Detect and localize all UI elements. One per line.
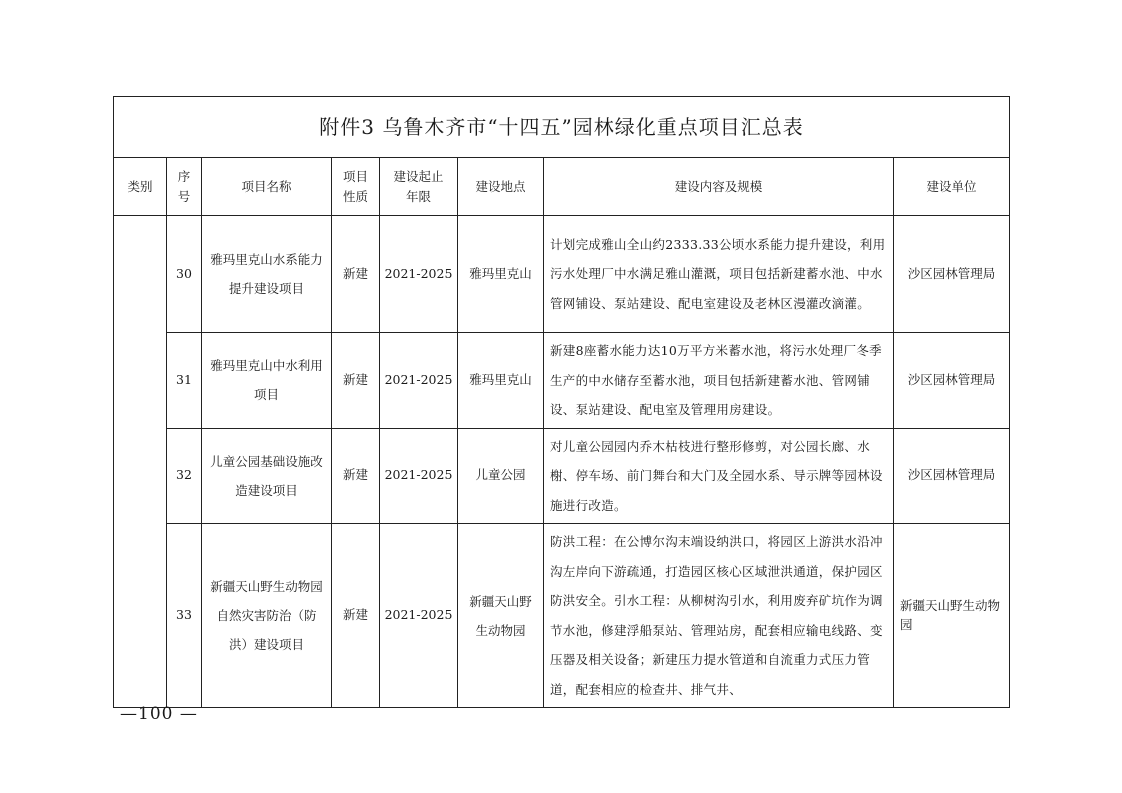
header-category: 类别	[114, 158, 167, 216]
name-cell: 儿童公园基础设施改造建设项目	[202, 428, 332, 524]
name-cell: 新疆天山野生动物园自然灾害防治（防洪）建设项目	[202, 524, 332, 708]
table-row	[114, 524, 1010, 708]
header-location: 建设地点	[458, 158, 544, 216]
location-cell: 雅玛里克山	[458, 216, 544, 333]
header-nature-text: 项目性质	[343, 168, 369, 204]
header-name: 项目名称	[202, 158, 332, 216]
category-cell	[114, 216, 167, 708]
seq-cell: 32	[167, 428, 202, 524]
period-cell: 2021-2025	[380, 524, 458, 708]
content-cell: 计划完成雅山全山约2333.33公顷水系能力提升建设，利用污水处理厂中水满足雅山灌溉，项目包括新建蓄水池、中水管网铺设、泵站建设、配电室建设及老林区漫灌改滴灌。	[544, 216, 894, 333]
table-row	[114, 333, 1010, 429]
header-period-text: 建设起止年限	[393, 168, 444, 204]
content-cell: 对儿童公园园内乔木枯枝进行整形修剪，对公园长廊、水榭、停车场、前门舞台和大门及全园水系、导示牌等园林设施进行改造。	[544, 428, 894, 524]
header-nature	[332, 158, 380, 216]
unit-cell: 沙区园林管理局	[894, 428, 1010, 524]
seq-cell: 33	[167, 524, 202, 708]
header-row	[114, 158, 1010, 216]
table-row	[114, 428, 1010, 524]
header-unit: 建设单位	[894, 158, 1010, 216]
name-cell: 雅玛里克山水系能力提升建设项目	[202, 216, 332, 333]
unit-cell: 新疆天山野生动物园	[894, 524, 1010, 708]
content-cell: 防洪工程：在公博尔沟末端设纳洪口，将园区上游洪水沿冲沟左岸向下游疏通，打造园区核心区域泄洪通道，保护园区防洪安全。引水工程：从柳树沟引水，利用废弃矿坑作为调节水池，修建浮船泵站、管理站房，配套相应输电线路、变压器及相关设备；新建压力提水管道和自流重力式压力管道，配套相应的检查井、排气井、	[544, 524, 894, 708]
nature-cell: 新建	[332, 333, 380, 429]
period-cell: 2021-2025	[380, 216, 458, 333]
period-cell: 2021-2025	[380, 428, 458, 524]
seq-cell: 30	[167, 216, 202, 333]
content-cell: 新建8座蓄水能力达10万平方米蓄水池，将污水处理厂冬季生产的中水储存至蓄水池，项目包括新建蓄水池、管网铺设、泵站建设、配电室及管理用房建设。	[544, 333, 894, 429]
header-content: 建设内容及规模	[544, 158, 894, 216]
page-number: —100 —	[120, 704, 198, 724]
header-seq-text: 序号	[177, 168, 191, 204]
unit-cell: 沙区园林管理局	[894, 333, 1010, 429]
project-summary-table	[113, 96, 1010, 708]
table-title: 附件3 乌鲁木齐市“十四五”园林绿化重点项目汇总表	[114, 97, 1010, 158]
nature-cell: 新建	[332, 524, 380, 708]
name-cell: 雅玛里克山中水利用项目	[202, 333, 332, 429]
location-cell: 儿童公园	[458, 428, 544, 524]
header-seq	[167, 158, 202, 216]
location-cell: 雅玛里克山	[458, 333, 544, 429]
nature-cell: 新建	[332, 428, 380, 524]
header-period	[380, 158, 458, 216]
table-row	[114, 216, 1010, 333]
period-cell: 2021-2025	[380, 333, 458, 429]
location-cell: 新疆天山野生动物园	[458, 524, 544, 708]
nature-cell: 新建	[332, 216, 380, 333]
seq-cell: 31	[167, 333, 202, 429]
unit-cell: 沙区园林管理局	[894, 216, 1010, 333]
